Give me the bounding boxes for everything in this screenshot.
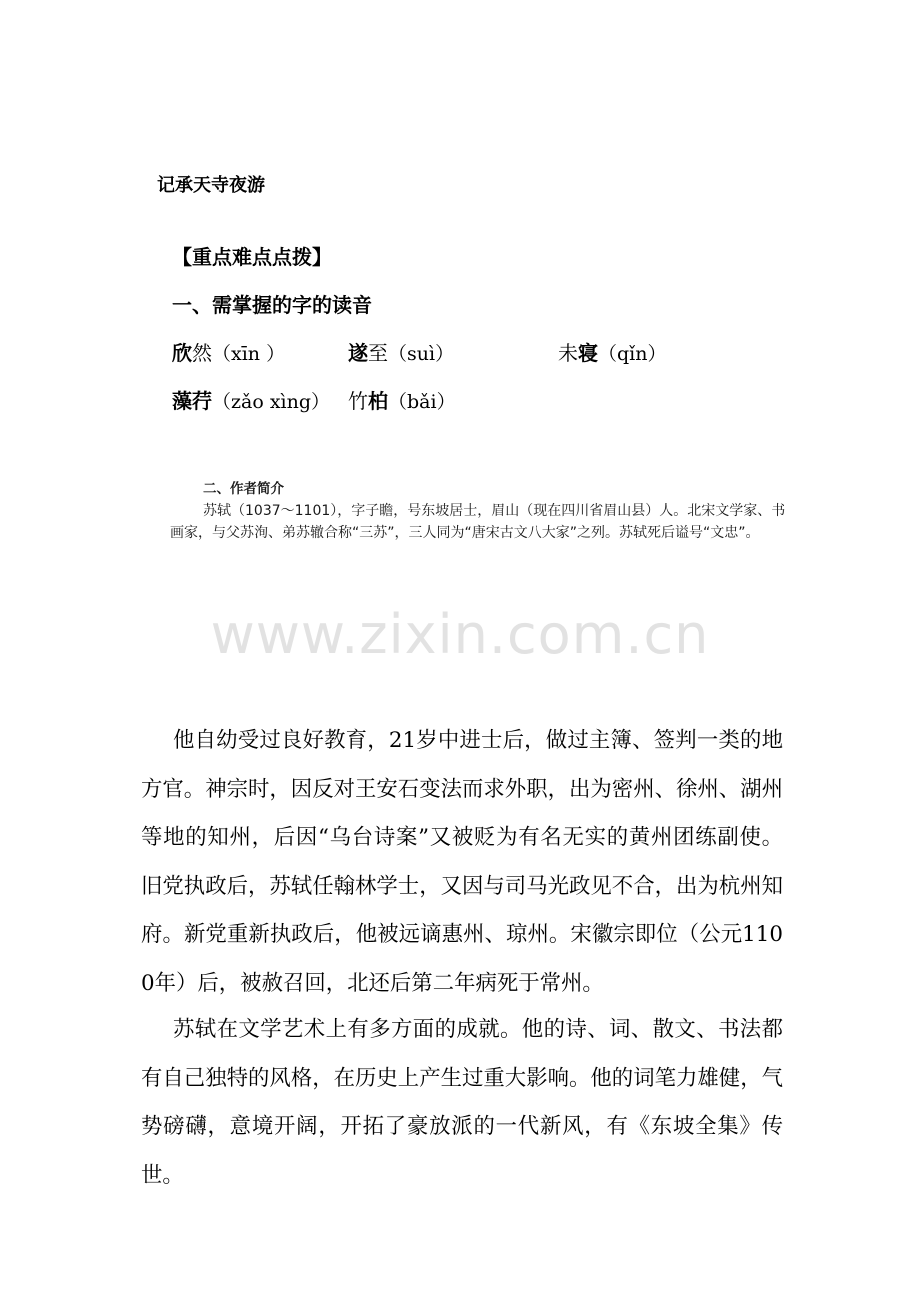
body-paragraph: 他自幼受过良好教育，21岁中进士后，做过主簿、签判一类的地方官。神宗时，因反对王安石变法而求外职，出为密州、徐州、湖州等地的知州，后因“乌台诗案”又被贬为有名无实的黄州团练副使。旧党执政后，苏轼任翰林学士，又因与司马光政见不合，出为杭州知府。新党重新执政后，他被远谪惠州、琼州。宋徽宗即位（公元1100年）后，被赦召回，北还后第二年病死于常州。 [141, 728, 783, 996]
pronunciation-lead: 未 [558, 341, 578, 365]
pronunciation-char: 寝 [578, 341, 598, 365]
author-intro-body: 苏轼（1037～1101），字子瞻，号东坡居士，眉山（现在四川省眉山县）人。北宋文学家、书画家，与父苏洵、弟苏辙合称“三苏”，三人同为“唐宋古文八大家”之列。苏轼死后谥号“文忠”。 [170, 503, 786, 541]
pronunciation-heading: 一、需掌握的字的读音 [172, 293, 372, 317]
pronunciation-pinyin: （qǐn） [598, 343, 667, 365]
pronunciation-char: 藻荇 [172, 389, 212, 413]
pronunciation-lead: 竹 [348, 389, 368, 413]
body-paragraph: 苏轼在文学艺术上有多方面的成就。他的诗、词、散文、书法都有自己独特的风格，在历史上产生过重大影响。他的词笔力雄健，气势磅礴，意境开阔，开拓了豪放派的一代新风，有《东坡全集》传世。 [141, 1017, 783, 1188]
document-title: 记承天寺夜游 [157, 175, 265, 196]
pronunciation-rest: 然 [192, 341, 212, 365]
pronunciation-item-zaoxing [172, 386, 330, 417]
author-intro [170, 478, 790, 544]
watermark: www.zixin.com.cn [210, 603, 710, 666]
pronunciation-pinyin: （xīn ） [212, 343, 286, 365]
pronunciation-item-suizhi [348, 338, 454, 369]
author-intro-heading: 二、作者简介 [203, 481, 284, 497]
pronunciation-char: 柏 [368, 389, 388, 413]
pronunciation-pinyin: （bǎi） [388, 391, 456, 413]
pronunciation-item-zhubai [348, 386, 456, 417]
pronunciation-char: 遂 [348, 341, 368, 365]
pronunciation-char: 欣 [172, 341, 192, 365]
pronunciation-pinyin: （zǎo xìng） [212, 391, 331, 413]
section-heading: 【重点难点点拨】 [172, 245, 332, 269]
pronunciation-item-weiqin [558, 338, 666, 369]
pronunciation-pinyin: （suì） [388, 343, 455, 365]
pronunciation-rest: 至 [368, 341, 388, 365]
pronunciation-item-xinran [172, 338, 285, 369]
